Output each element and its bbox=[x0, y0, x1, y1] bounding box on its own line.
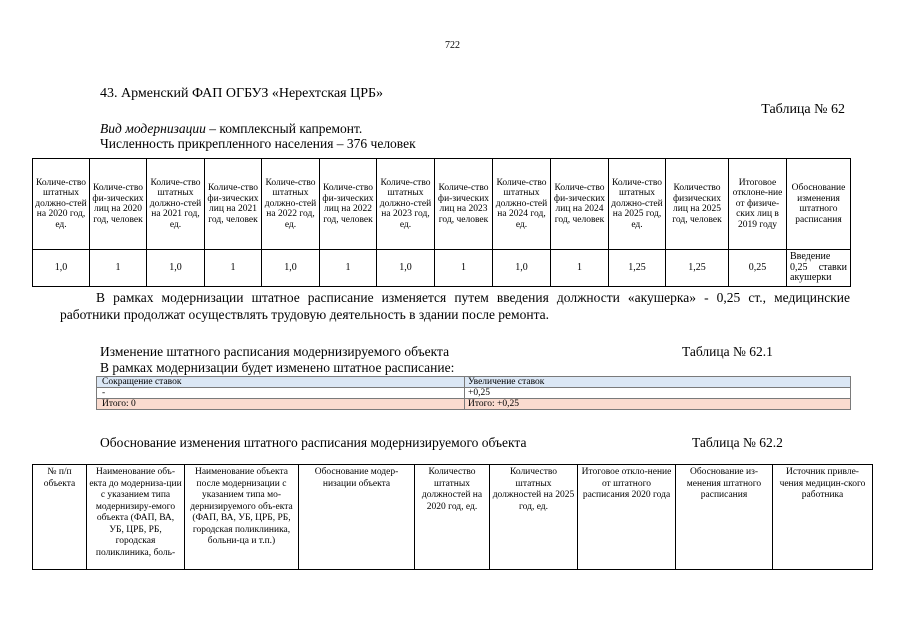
header-cell: Наименование объекта после модернизации с указанием типа мо-дернизируемого объ-екта (ФАП, ВА, УБ, ЦРБ, РБ, городская поликлиника, больни-ца и т.п.) bbox=[185, 465, 299, 570]
body-paragraph: В рамках модернизации штатное расписание изменяется путем введения должности «акушерка» - 0,25 ст., медицинские работники продолжат осуществлять трудовую деятельность в здании после ремонта. bbox=[60, 290, 850, 322]
header-cell: Количество физических лиц на 2025 год, человек bbox=[666, 159, 729, 250]
header-cell: Количе-ство штатных должно-стей на 2021 год, ед. bbox=[147, 159, 205, 250]
header-cell: Итоговое отклоне-ние от физиче-ских лиц в 2019 году bbox=[729, 159, 787, 250]
totals-row bbox=[97, 399, 851, 410]
table-62-1-label: Таблица № 62.1 bbox=[682, 344, 773, 359]
header-cell: Количество штатных должностей на 2020 год, ед. bbox=[415, 465, 490, 570]
header-cell: Количе-ство штатных должно-стей на 2020 год, ед. bbox=[33, 159, 90, 250]
table-row bbox=[97, 388, 851, 399]
value-cell: 1,0 bbox=[262, 250, 320, 287]
change-title: Изменение штатного расписания модернизируемого объекта bbox=[100, 344, 450, 359]
header-cell: Количе-ство штатных должно-стей на 2023 год, ед. bbox=[377, 159, 435, 250]
justification-cell: Введение 0,25 ставки акушерки bbox=[787, 250, 851, 287]
value-cell: 1,0 bbox=[147, 250, 205, 287]
header-cell: Количе-ство штатных должно-стей на 2022 год, ед. bbox=[262, 159, 320, 250]
value-cell: 1 bbox=[551, 250, 609, 287]
value-cell: 1,0 bbox=[493, 250, 551, 287]
modernization-value: – комплексный капремонт. bbox=[205, 121, 363, 136]
header-cell: Итоговое откло-нение от штатного расписания 2020 года bbox=[578, 465, 676, 570]
table-header-row bbox=[33, 465, 873, 570]
header-cell: Количество штатных должностей на 2025 год, ед. bbox=[490, 465, 578, 570]
header-cell: Обоснование изменения штатного расписания bbox=[787, 159, 851, 250]
value-cell: 1 bbox=[320, 250, 377, 287]
staffing-change-table-62-1 bbox=[96, 376, 851, 410]
header-cell: Наименование объ-екта до модерниза-ции с указанием типа модернизиру-емого объекта (ФАП, ВА, УБ, ЦРБ, РБ, городская поликлиника, боль- bbox=[87, 465, 185, 570]
value-cell: 1 bbox=[435, 250, 493, 287]
header-cell: Увеличение ставок bbox=[465, 377, 851, 388]
value-cell: 1,0 bbox=[33, 250, 90, 287]
table-62-label: Таблица № 62 bbox=[761, 102, 845, 117]
value-cell: 0,25 bbox=[729, 250, 787, 287]
value-cell: - bbox=[97, 388, 465, 399]
value-cell: 1,25 bbox=[666, 250, 729, 287]
header-cell: № п/п объекта bbox=[33, 465, 87, 570]
value-cell: 1 bbox=[90, 250, 147, 287]
header-cell: Количе-ство фи-зических лиц на 2024 год, человек bbox=[551, 159, 609, 250]
header-cell: Количе-ство штатных должно-стей на 2024 год, ед. bbox=[493, 159, 551, 250]
header-cell: Количе-ство штатных должно-стей на 2025 год, ед. bbox=[609, 159, 666, 250]
table-header-row bbox=[33, 159, 851, 250]
header-cell: Сокращение ставок bbox=[97, 377, 465, 388]
total-cell: Итого: 0 bbox=[97, 399, 465, 410]
header-cell: Количе-ство фи-зических лиц на 2020 год, человек bbox=[90, 159, 147, 250]
header-cell: Источник привле-чения медицин-ского работника bbox=[773, 465, 873, 570]
justification-title: Обоснование изменения штатного расписания модернизируемого объекта bbox=[100, 435, 527, 450]
table-header-row bbox=[97, 377, 851, 388]
staffing-table-62 bbox=[32, 158, 851, 287]
value-cell: 1,0 bbox=[377, 250, 435, 287]
section-title: 43. Арменский ФАП ОГБУЗ «Нерехтская ЦРБ» bbox=[100, 86, 384, 101]
table-62-2-label: Таблица № 62.2 bbox=[692, 435, 783, 450]
change-subtitle: В рамках модернизации будет изменено штатное расписание: bbox=[100, 360, 455, 375]
page-number: 722 bbox=[445, 40, 460, 51]
table-row bbox=[33, 250, 851, 287]
value-cell: 1 bbox=[205, 250, 262, 287]
header-cell: Количе-ство фи-зических лиц на 2023 год, человек bbox=[435, 159, 493, 250]
header-cell: Количе-ство фи-зических лиц на 2022 год, человек bbox=[320, 159, 377, 250]
header-cell: Обоснование модер-низации объекта bbox=[299, 465, 415, 570]
total-cell: Итого: +0,25 bbox=[465, 399, 851, 410]
header-cell: Обоснование из-менения штатного расписания bbox=[676, 465, 773, 570]
value-cell: 1,25 bbox=[609, 250, 666, 287]
value-cell: +0,25 bbox=[465, 388, 851, 399]
modernization-line bbox=[100, 121, 362, 137]
population-line: Численность прикрепленного населения – 376 человек bbox=[100, 136, 416, 151]
header-cell: Количе-ство фи-зических лиц на 2021 год, человек bbox=[205, 159, 262, 250]
modernization-label: Вид модернизации bbox=[100, 121, 206, 136]
justification-table-62-2 bbox=[32, 464, 873, 570]
